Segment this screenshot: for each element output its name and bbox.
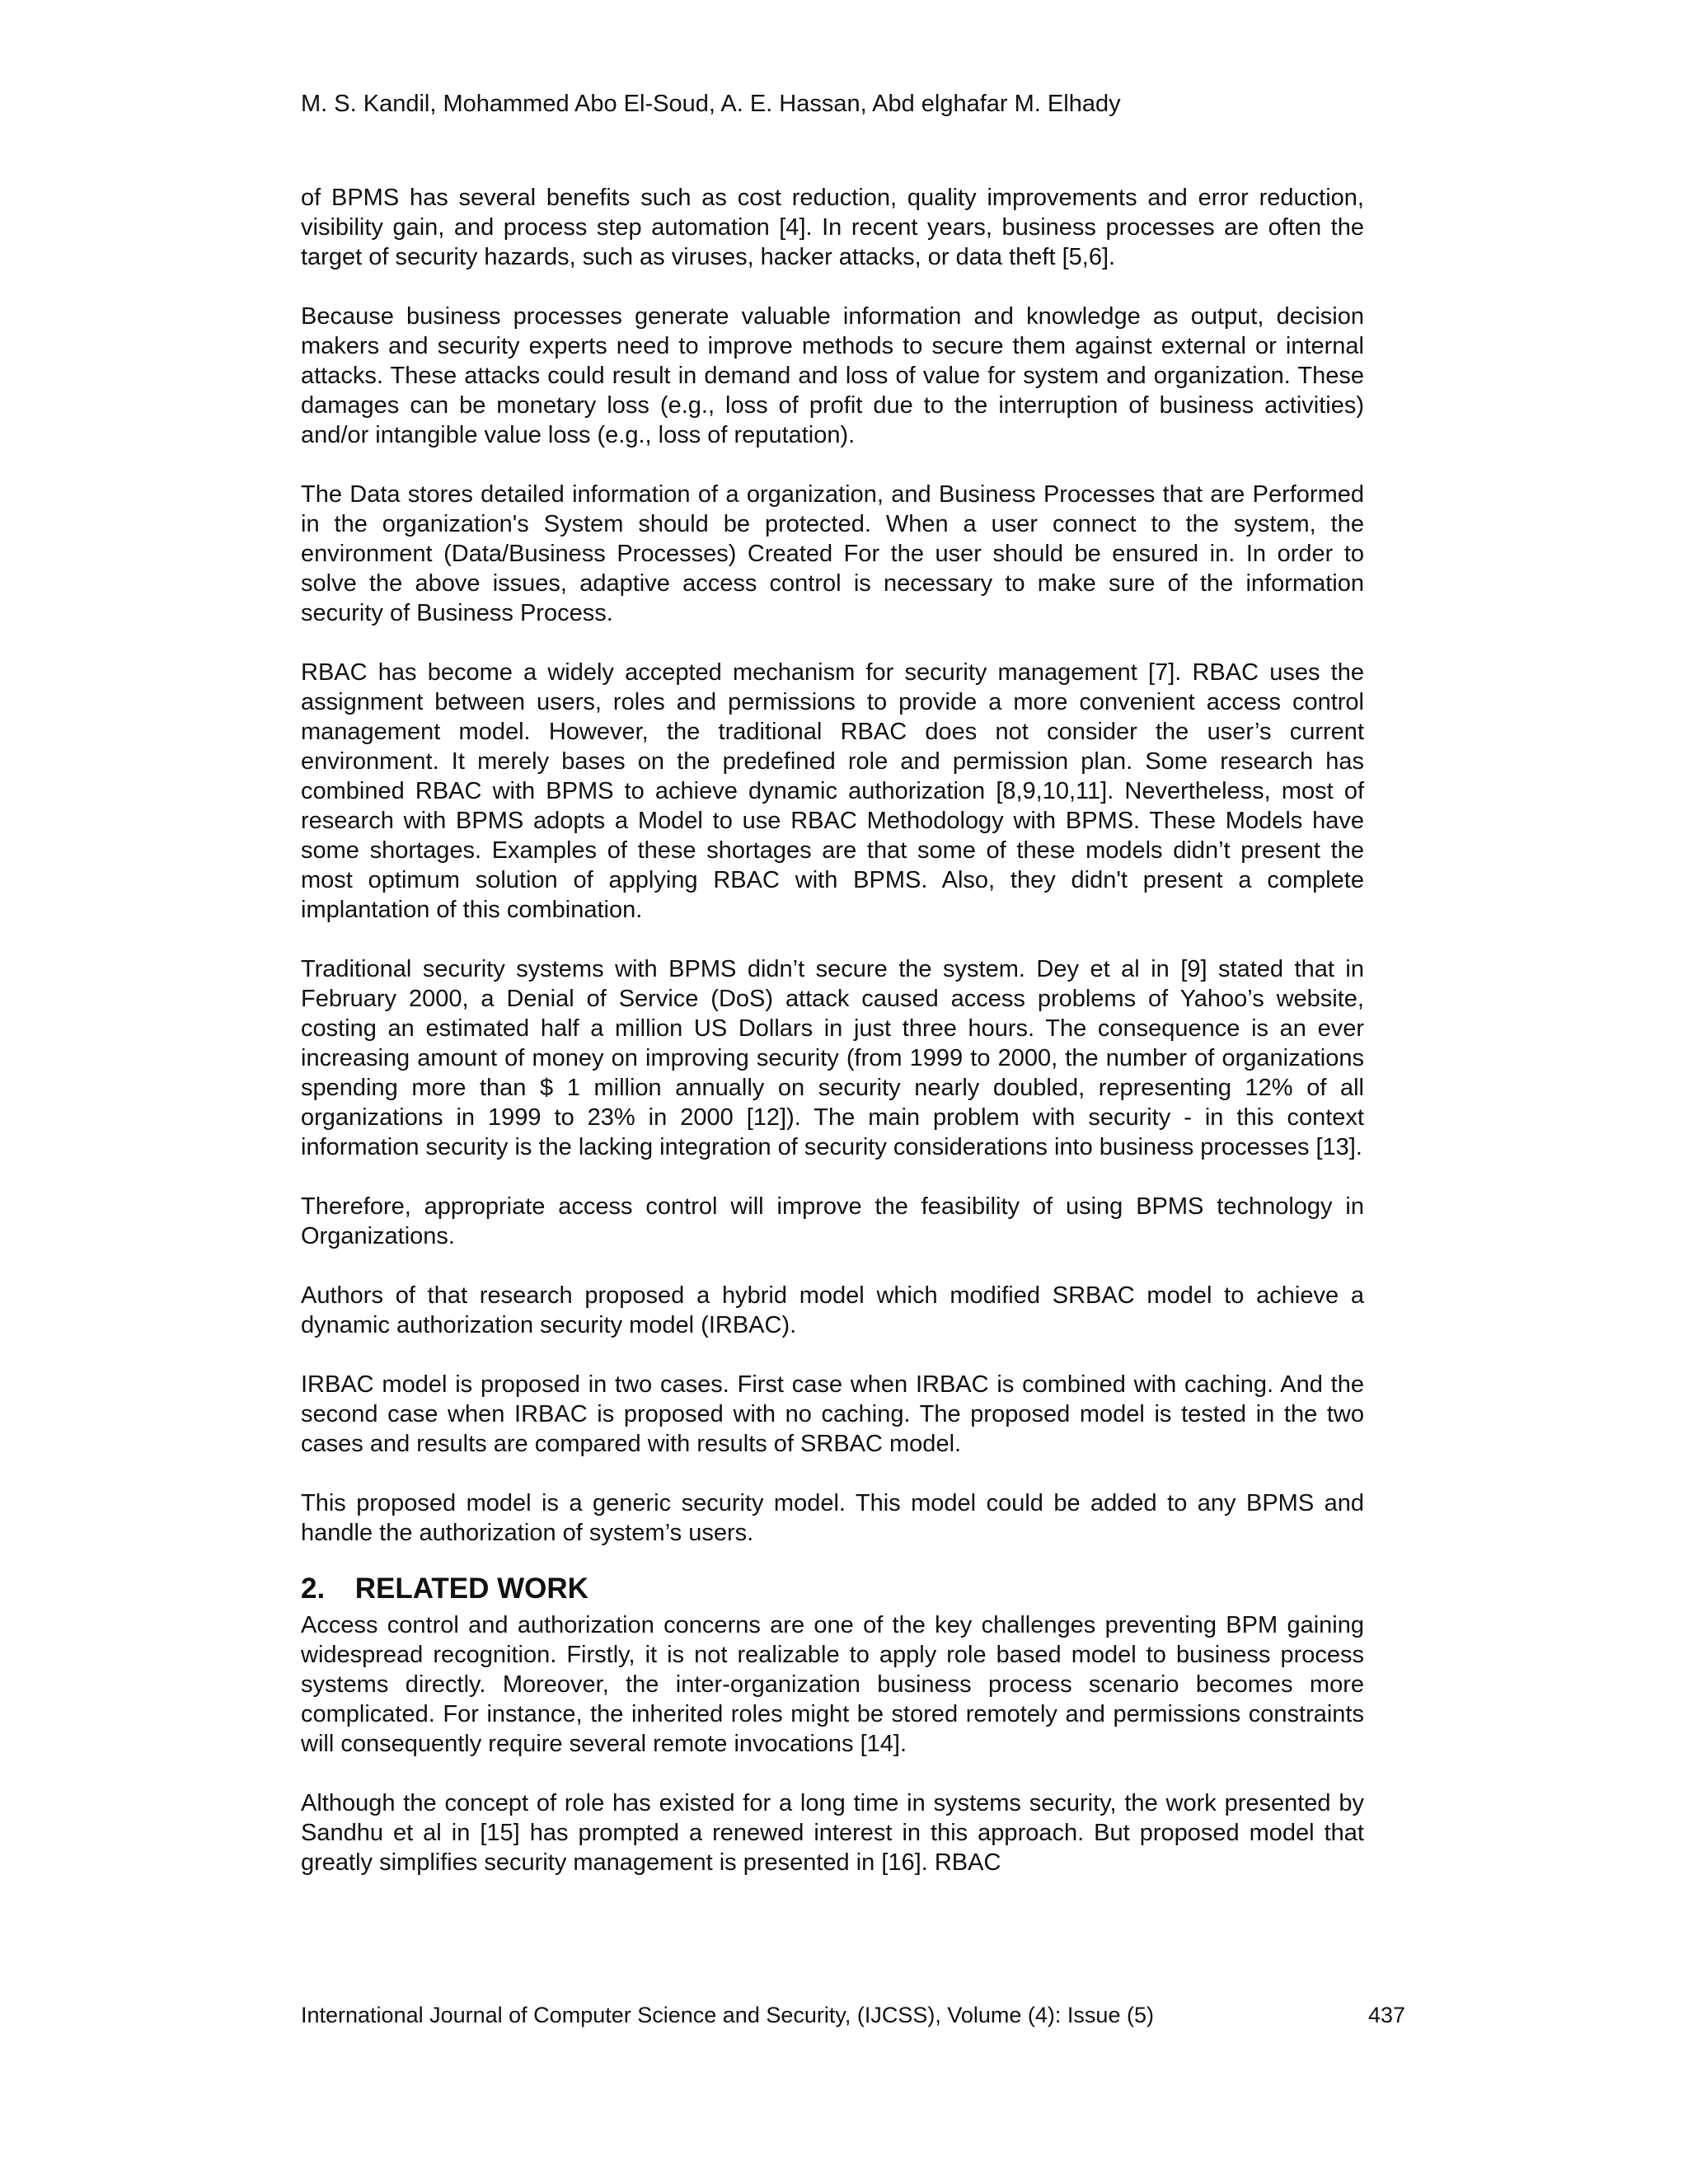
body-paragraph: Traditional security systems with BPMS didn’t secure the system. Dey et al in [9] stated that in February 2000, a Denial of Service (DoS) attack caused access problems of Yahoo’s website, costing an estimated half a million US Dollars in just three hours. The consequence is an ever increasing amount of money on improving security (from 1999 to 2000, the number of organizations spending more than $ 1 million annually on security nearly doubled, representing 12% of all organizations in 1999 to 23% in 2000 [12]). The main problem with security - in this context information security is the lacking integration of security considerations into business processes [13]. bbox=[301, 956, 1364, 1160]
header-authors: M. S. Kandil, Mohammed Abo El-Soud, A. E. Hassan, Abd elghafar M. Elhady bbox=[301, 91, 1121, 117]
section-heading bbox=[301, 1571, 1364, 1607]
section-paragraph: Although the concept of role has existed for a long time in systems security, the work presented by Sandhu et al in [15] has prompted a renewed interest in this approach. But proposed model that greatly simplifies security management is presented in [16]. RBAC bbox=[301, 1790, 1364, 1876]
page-number: 437 bbox=[1367, 2003, 1405, 2027]
footer-journal: International Journal of Computer Science and Security, (IJCSS), Volume (4): Issue (5) bbox=[301, 2003, 1154, 2027]
body-paragraph: of BPMS has several benefits such as cost reduction, quality improvements and error reduction, visibility gain, and process step automation [4]. In recent years, business processes are often the target of security hazards, such as viruses, hacker attacks, or data theft [5,6]. bbox=[301, 185, 1364, 270]
section-number: 2. bbox=[301, 1572, 326, 1605]
body-paragraph: The Data stores detailed information of a organization, and Business Processes that are Performed in the organization's System should be protected. When a user connect to the system, the environment (Data/Business Processes) Created For the user should be ensured in. In order to solve the above issues, adaptive access control is necessary to make sure of the information security of Business Process. bbox=[301, 481, 1364, 626]
body-paragraph: RBAC has become a widely accepted mechanism for security management [7]. RBAC uses the assignment between users, roles and permissions to provide a more convenient access control management model. However, the traditional RBAC does not consider the user’s current environment. It merely bases on the predefined role and permission plan. Some research has combined RBAC with BPMS to achieve dynamic authorization [8,9,10,11]. Nevertheless, most of research with BPMS adopts a Model to use RBAC Methodology with BPMS. These Models have some shortages. Examples of these shortages are that some of these models didn’t present the most optimum solution of applying RBAC with BPMS. Also, they didn't present a complete implantation of this combination. bbox=[301, 659, 1364, 923]
body-paragraph: IRBAC model is proposed in two cases. First case when IRBAC is combined with caching. And the second case when IRBAC is proposed with no caching. The proposed model is tested in the two cases and results are compared with results of SRBAC model. bbox=[301, 1371, 1364, 1457]
body-paragraph: This proposed model is a generic security model. This model could be added to any BPMS and handle the authorization of system’s users. bbox=[301, 1490, 1364, 1546]
running-header bbox=[301, 89, 1121, 119]
section-paragraph: Access control and authorization concerns are one of the key challenges preventing BPM gaining widespread recognition. Firstly, it is not realizable to apply role based model to business process systems directly. Moreover, the inter-organization business process scenario becomes more complicated. For instance, the inherited roles might be stored remotely and permissions constraints will consequently require several remote invocations [14]. bbox=[301, 1612, 1364, 1757]
body-paragraph: Because business processes generate valuable information and knowledge as output, decision makers and security experts need to improve methods to secure them against external or internal attacks. These attacks could result in demand and loss of value for system and organization. These damages can be monetary loss (e.g., loss of profit due to the interruption of business activities) and/or intangible value loss (e.g., loss of reputation). bbox=[301, 303, 1364, 448]
article-body bbox=[301, 183, 1364, 1877]
body-paragraph: Authors of that research proposed a hybrid model which modified SRBAC model to achieve a dynamic authorization security model (IRBAC). bbox=[301, 1282, 1364, 1338]
body-paragraph: Therefore, appropriate access control will improve the feasibility of using BPMS technology in Organizations. bbox=[301, 1193, 1364, 1249]
section-title: RELATED WORK bbox=[354, 1572, 588, 1605]
